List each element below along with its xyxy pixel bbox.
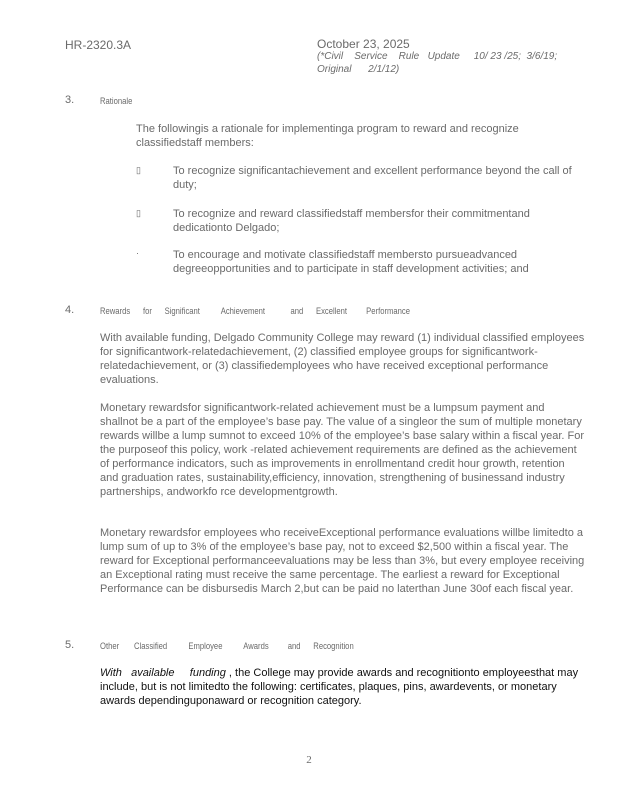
section-3-bullet-2: To recognize and reward classifiedstaff membersfor their commitmentand dedicationto Delgado; — [173, 208, 530, 234]
section-4-paragraph-1: With available funding, Delgado Community College may reward (1) individual classified employees for significantwork-relatedachievement, (2) classified employee groups for significantwork-relatedachievement, or (3) classifiedemployees who have received exceptional performance evaluations. — [100, 332, 585, 386]
revision-note — [317, 50, 567, 76]
section-5-title: Other Classified Employee Awards and Recognition — [100, 641, 354, 651]
section-3-bullet-1: To recognize significantachievement and excellent performance beyond the call of duty; — [173, 165, 572, 191]
section-5-lead: With available funding — [100, 667, 226, 679]
section-4-title: Rewards for Significant Achievement and Excellent Performance — [100, 306, 410, 316]
page-number: 2 — [306, 754, 312, 766]
bullet-marker: ▯ — [136, 208, 141, 218]
revision-note-line-1: (*Civil Service Rule Update 10/ 23 /25; 3/6/19; — [317, 51, 558, 62]
section-3-title: Rationale — [100, 96, 133, 106]
document-date: October 23, 2025 — [317, 37, 410, 51]
section-5-body: , the College may provide awards and recognitionto employeesthat may include, but is not limitedto the following: certificates, plaques, pins, awardevents, or monetary awards dependinguponaward or recognition category. — [100, 667, 579, 707]
revision-note-line-2: Original 2/1/12) — [317, 64, 400, 75]
section-5-number: 5. — [65, 639, 75, 651]
section-4-number: 4. — [65, 304, 75, 316]
section-4-paragraph-2: Monetary rewardsfor significantwork-related achievement must be a lumpsum payment and shallnot be a part of the employee’s base pay. The value of a singleor the sum of multiple monetary rewards willbe a lump sumnot to exceed 10% of the employee’s base salary within a fiscal year. For the purposeof this policy, work -related achievement requirements are defined as the achievement of performance indicators, such as improvements in enrollmentand credit hour growth, retention and graduation rates, sustainability,efficiency, innovation, strengthening of businessand industry partnerships, andworkfo rce developmentgrowth. — [100, 402, 585, 498]
section-4-paragraph-3: Monetary rewardsfor employees who receiveExceptional performance evaluations willbe limitedto a lump sum of up to 3% of the employee’s base pay, not to exceed $2,500 within a fiscal year. The reward for Exceptional performanceevaluations may be less than 3%, but every employee receiving an Exceptional rating must receive the same percentage. The earliest a reward for Exceptional Performance can be disbursedis March 2,but can be paid no laterthan June 30of each fiscal year. — [100, 527, 585, 595]
section-3-intro: The followingis a rationale for implementinga program to reward and recognize classifiedstaff members: — [136, 123, 519, 149]
bullet-marker: ▯ — [136, 165, 141, 175]
section-5-paragraph — [100, 666, 585, 708]
bullet-marker: · — [136, 248, 139, 258]
section-3-bullet-3: To encourage and motivate classifiedstaff membersto pursueadvanced degreeopportunities and to participate in staff development activities; and — [173, 249, 529, 275]
document-number: HR-2320.3A — [65, 38, 132, 52]
section-3-number: 3. — [65, 94, 75, 106]
